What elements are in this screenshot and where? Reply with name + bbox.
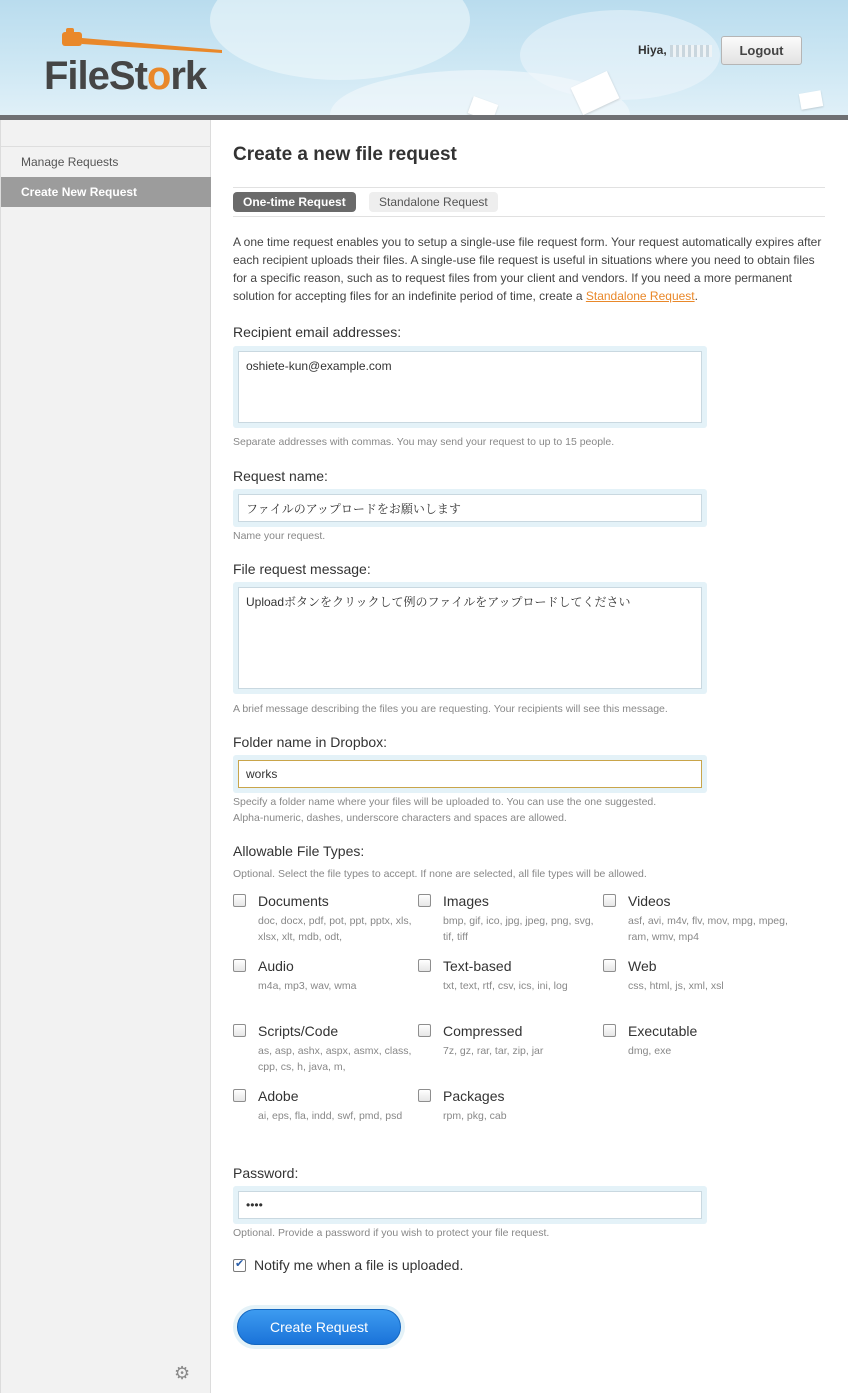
filetype-extensions: m4a, mp3, wav, wma [258,980,357,992]
filetype-name: Executable [628,1023,698,1039]
folder-name-input[interactable] [238,760,702,788]
filetype-name: Compressed [443,1023,523,1039]
filestork-logo[interactable] [44,26,264,96]
web-checkbox[interactable] [603,959,616,972]
filetype-extensions: rpm, pkg, cab [443,1110,507,1122]
logout-button[interactable]: Logout [721,36,802,65]
tab-one-time-request[interactable]: One-time Request [233,192,356,212]
filetype-extensions: txt, text, rtf, csv, ics, ini, log [443,980,568,992]
folder-label: Folder name in Dropbox: [233,734,388,750]
request-name-help: Name your request. [233,530,326,542]
filetype-extensions: css, html, js, xml, xsl [628,980,724,992]
intro-text: A one time request enables you to setup a single-use file request form. Your request automatically expires after each recipient uploads their files. A single-use file request is useful in situations where you need to obtain files for a specific reason, such as to request files from your client and vendors. If you need a more permanent solution for accepting files for an indefinite period of time, create a Standalone Request. [233,235,822,303]
filetype-name: Images [443,893,489,909]
filetype-extensions: bmp, gif, ico, jpg, jpeg, png, svg, tif, tiff [443,915,594,943]
site-header [0,0,848,120]
filetype-name: Videos [628,893,671,909]
password-help: Optional. Provide a password if you wish to protect your file request. [233,1227,550,1239]
password-field-wrap [233,1186,707,1224]
request-name-input[interactable] [238,494,702,522]
message-textarea[interactable] [238,587,702,689]
redacted-username [670,45,712,57]
standalone-request-link[interactable]: Standalone Request [585,289,695,303]
password-input[interactable] [238,1191,702,1219]
folder-help-1: Specify a folder name where your files will be uploaded to. You can use the one suggested. [233,796,657,808]
page-title: Create a new file request [233,144,457,165]
stork-icon [52,26,232,56]
sidebar [0,120,211,1393]
filetype-name: Scripts/Code [258,1023,339,1039]
message-help: A brief message describing the files you are requesting. Your recipients will see this message. [233,703,668,715]
recipients-textarea[interactable] [238,351,702,423]
documents-checkbox[interactable] [233,894,246,907]
scripts-code-checkbox[interactable] [233,1024,246,1037]
request-type-tabs [233,187,825,217]
user-greeting: Hiya, [638,43,712,57]
audio-checkbox[interactable] [233,959,246,972]
request-name-label: Request name: [233,468,328,484]
password-label: Password: [233,1165,299,1181]
recipients-label: Recipient email addresses: [233,324,402,340]
recipients-help: Separate addresses with commas. You may send your request to up to 15 people. [233,436,615,448]
create-request-button[interactable]: Create Request [237,1309,401,1345]
message-label: File request message: [233,561,371,577]
recipients-field-wrap [233,346,707,428]
filetype-name: Documents [258,893,329,909]
compressed-checkbox[interactable] [418,1024,431,1037]
folder-field-wrap [233,755,707,793]
filetype-extensions: dmg, exe [628,1045,672,1057]
images-checkbox[interactable] [418,894,431,907]
videos-checkbox[interactable] [603,894,616,907]
notify-label: Notify me when a file is uploaded. [254,1257,464,1273]
message-field-wrap [233,582,707,694]
create-request-button-wrap [233,1305,405,1349]
packages-checkbox[interactable] [418,1089,431,1102]
tab-standalone-request[interactable]: Standalone Request [369,192,498,212]
executable-checkbox[interactable] [603,1024,616,1037]
filetype-extensions: asf, avi, m4v, flv, mov, mpg, mpeg, ram, wmv, mp4 [628,915,788,943]
filetype-name: Text-based [443,958,512,974]
filetype-name: Audio [258,958,294,974]
request-name-field-wrap [233,489,707,527]
filetype-extensions: 7z, gz, rar, tar, zip, jar [443,1045,544,1057]
header-paper [799,90,823,110]
gear-icon[interactable]: ⚙ [174,1363,191,1383]
file-types-help: Optional. Select the file types to accept. If none are selected, all file types will be allowed. [233,868,647,880]
filetype-name: Packages [443,1088,505,1104]
filetype-name: Web [628,958,657,974]
logo-text: FileStork [44,54,207,98]
filetype-extensions: doc, docx, pdf, pot, ppt, pptx, xls, xlsx, xlt, mdb, odt, [258,915,412,943]
filetype-name: Adobe [258,1088,299,1104]
file-types-label: Allowable File Types: [233,843,365,859]
sidebar-item-manage-requests[interactable]: Manage Requests [1,146,211,176]
filetype-extensions: ai, eps, fla, indd, swf, pmd, psd [258,1110,403,1122]
sidebar-item-create-new-request[interactable]: Create New Request [1,177,211,207]
filetype-extensions: as, asp, ashx, aspx, asmx, class, cpp, cs, h, java, m, [258,1045,412,1073]
folder-help-2: Alpha-numeric, dashes, underscore characters and spaces are allowed. [233,812,567,824]
text-based-checkbox[interactable] [418,959,431,972]
notify-checkbox[interactable] [233,1259,246,1272]
adobe-checkbox[interactable] [233,1089,246,1102]
